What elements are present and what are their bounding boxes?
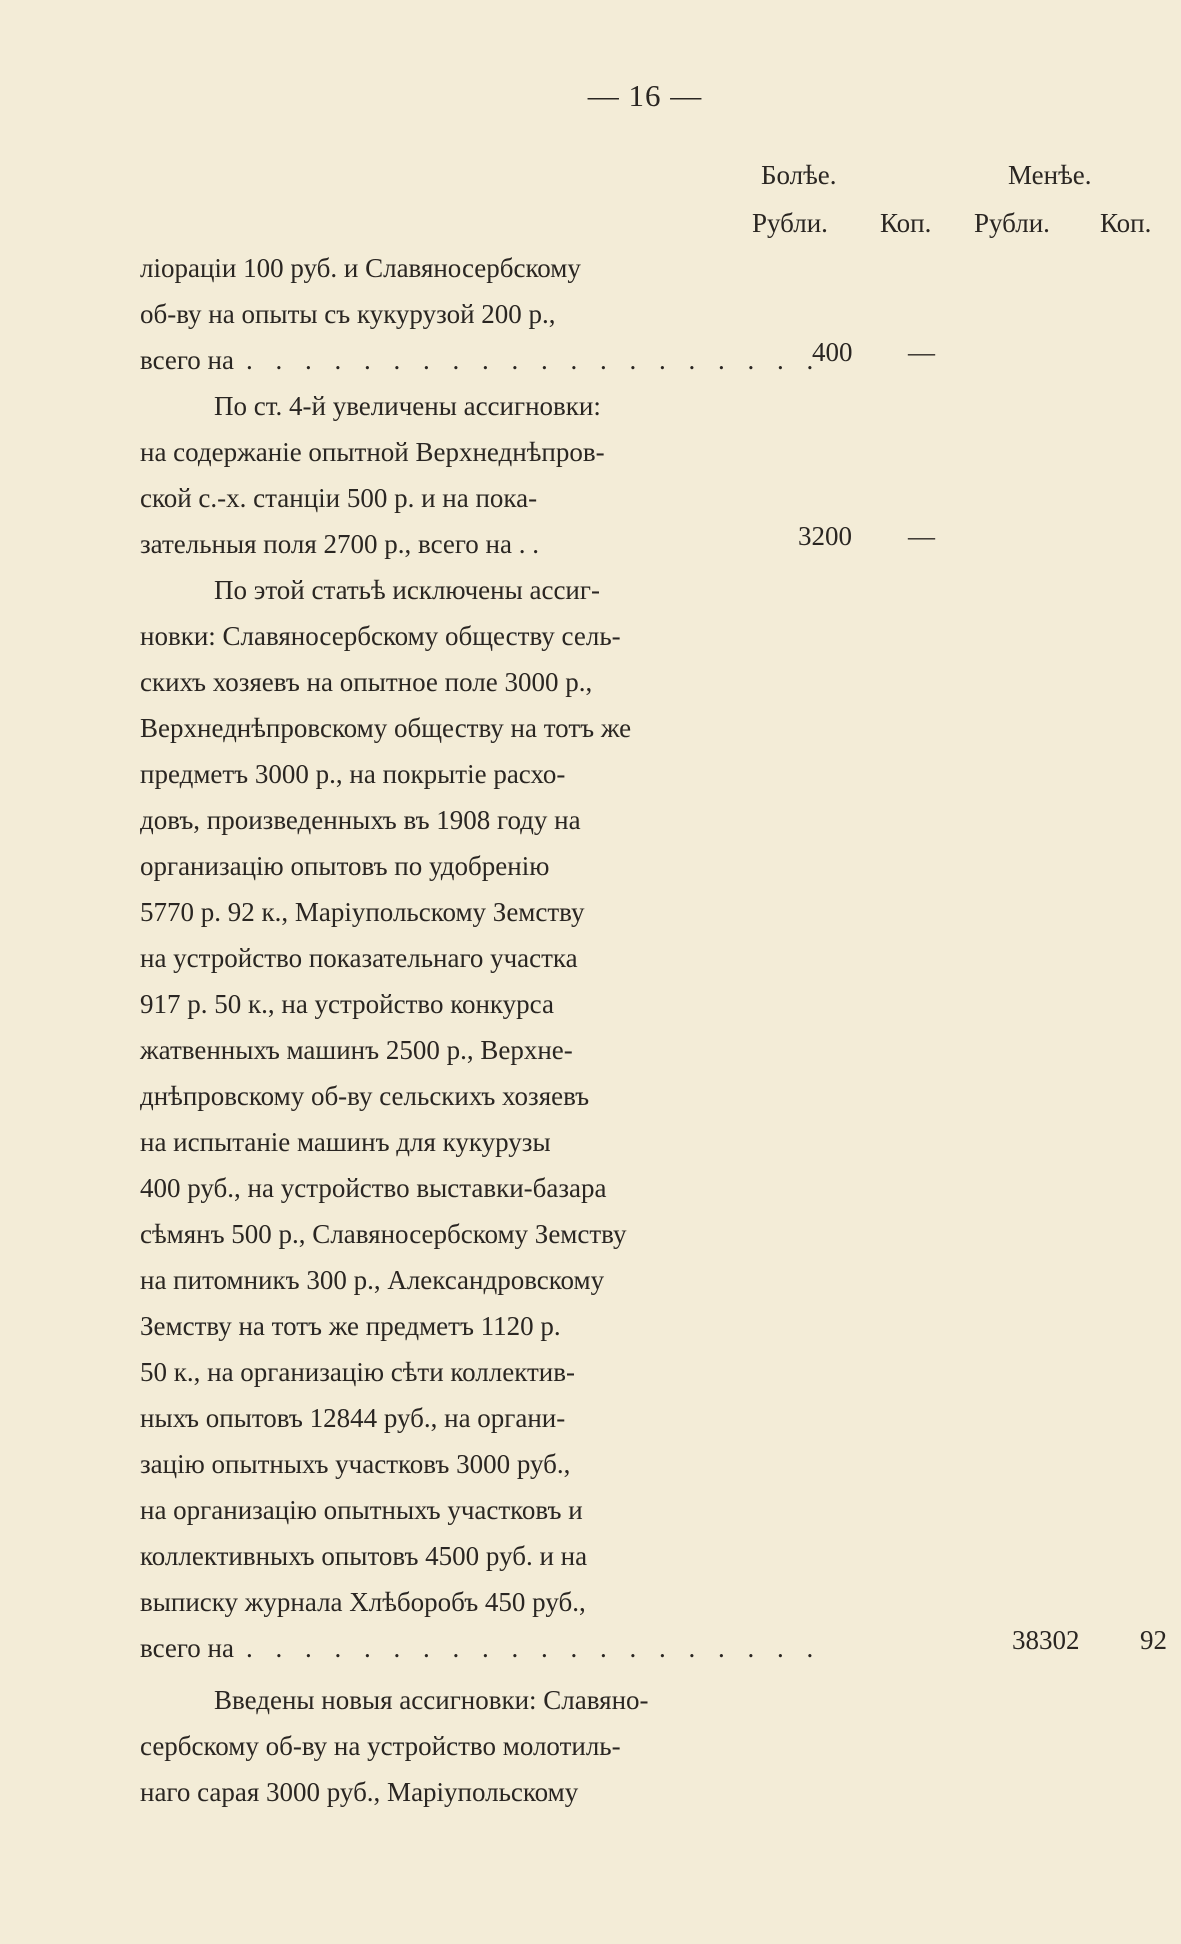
text-line: 50 к., на организацію сѣти коллектив- bbox=[140, 1357, 575, 1387]
text-line: 400 руб., на устройство выставки-базара bbox=[140, 1173, 607, 1203]
text-line: об-ву на опыты съ кукурузой 200 р., bbox=[140, 299, 556, 329]
dot-leader: . . . . . . . . . . . . . . . . . . . . bbox=[245, 1633, 822, 1663]
text-line: организацію опытовъ по удобренію bbox=[140, 851, 550, 881]
text-line: жатвенныхъ машинъ 2500 р., Верхне- bbox=[140, 1035, 573, 1065]
body-text bbox=[140, 245, 822, 1815]
text-line: на питомникъ 300 р., Александровскому bbox=[140, 1265, 605, 1295]
amount-less-rubles: 38302 bbox=[1012, 1625, 1080, 1655]
text-line: на организацію опытныхъ участковъ и bbox=[140, 1495, 583, 1525]
amount-more-rubles: 400 bbox=[812, 337, 853, 367]
text-line: 5770 р. 92 к., Маріупольскому Земству bbox=[140, 897, 585, 927]
text-line: всего на . . . . . . . . . . . . . . . . . . . . bbox=[140, 337, 728, 383]
amount-more-kop: — bbox=[908, 337, 935, 367]
amount-more-kop: — bbox=[908, 521, 935, 551]
text-line: наго сарая 3000 руб., Маріупольскому bbox=[140, 1777, 579, 1807]
text-line: всего на . . . . . . . . . . . . . . . . . . . . bbox=[140, 1625, 728, 1671]
text-line: на содержаніе опытной Верхнеднѣпров- bbox=[140, 437, 605, 467]
text-line: ныхъ опытовъ 12844 руб., на органи- bbox=[140, 1403, 566, 1433]
header-more: Болѣе. bbox=[761, 160, 837, 190]
text-line: ліораціи 100 руб. и Славяносербскому bbox=[140, 253, 581, 283]
text-line: на испытаніе машинъ для кукурузы bbox=[140, 1127, 551, 1157]
text-line: зацію опытныхъ участковъ 3000 руб., bbox=[140, 1449, 571, 1479]
page-number: — 16 — bbox=[587, 78, 703, 113]
text-line: коллективныхъ опытовъ 4500 руб. и на bbox=[140, 1541, 588, 1571]
text-line: скихъ хозяевъ на опытное поле 3000 р., bbox=[140, 667, 593, 697]
text-line: днѣпровскому об-ву сельскихъ хозяевъ bbox=[140, 1081, 590, 1111]
dot-leader: . . . . . . . . . . . . . . . . . . . . bbox=[245, 345, 822, 375]
header-rubles-less: Рубли. bbox=[974, 208, 1050, 238]
header-kop-more: Коп. bbox=[880, 208, 932, 238]
text-line: сѣмянъ 500 р., Славяносербскому Земству bbox=[140, 1219, 627, 1249]
amount-more-rubles: 3200 bbox=[798, 521, 852, 551]
amount-less-kop: 92 bbox=[1140, 1625, 1167, 1655]
text-line: По этой статьѣ исключены ассиг- bbox=[214, 575, 600, 605]
text-line: ской с.-х. станціи 500 р. и на пока- bbox=[140, 483, 538, 513]
text-line: Введены новыя ассигновки: Славяно- bbox=[214, 1685, 649, 1715]
header-rubles-more: Рубли. bbox=[752, 208, 828, 238]
text-line: предметъ 3000 р., на покрытіе расхо- bbox=[140, 759, 566, 789]
text-line: зательныя поля 2700 р., всего на . . bbox=[140, 529, 539, 559]
text-line: новки: Славяносербскому обществу сель- bbox=[140, 621, 621, 651]
text-line: довъ, произведенныхъ въ 1908 году на bbox=[140, 805, 581, 835]
text-line: сербскому об-ву на устройство молотиль- bbox=[140, 1731, 621, 1761]
text-line: По ст. 4-й увеличены ассигновки: bbox=[214, 391, 601, 421]
header-kop-less: Коп. bbox=[1100, 208, 1152, 238]
text-line: 917 р. 50 к., на устройство конкурса bbox=[140, 989, 554, 1019]
header-less: Менѣе. bbox=[1008, 160, 1092, 190]
text-line: выписку журнала Хлѣборобъ 450 руб., bbox=[140, 1587, 586, 1617]
text-line: Земству на тотъ же предметъ 1120 р. bbox=[140, 1311, 561, 1341]
text-line: Верхнеднѣпровскому обществу на тотъ же bbox=[140, 713, 632, 743]
text-line: на устройство показательнаго участка bbox=[140, 943, 578, 973]
